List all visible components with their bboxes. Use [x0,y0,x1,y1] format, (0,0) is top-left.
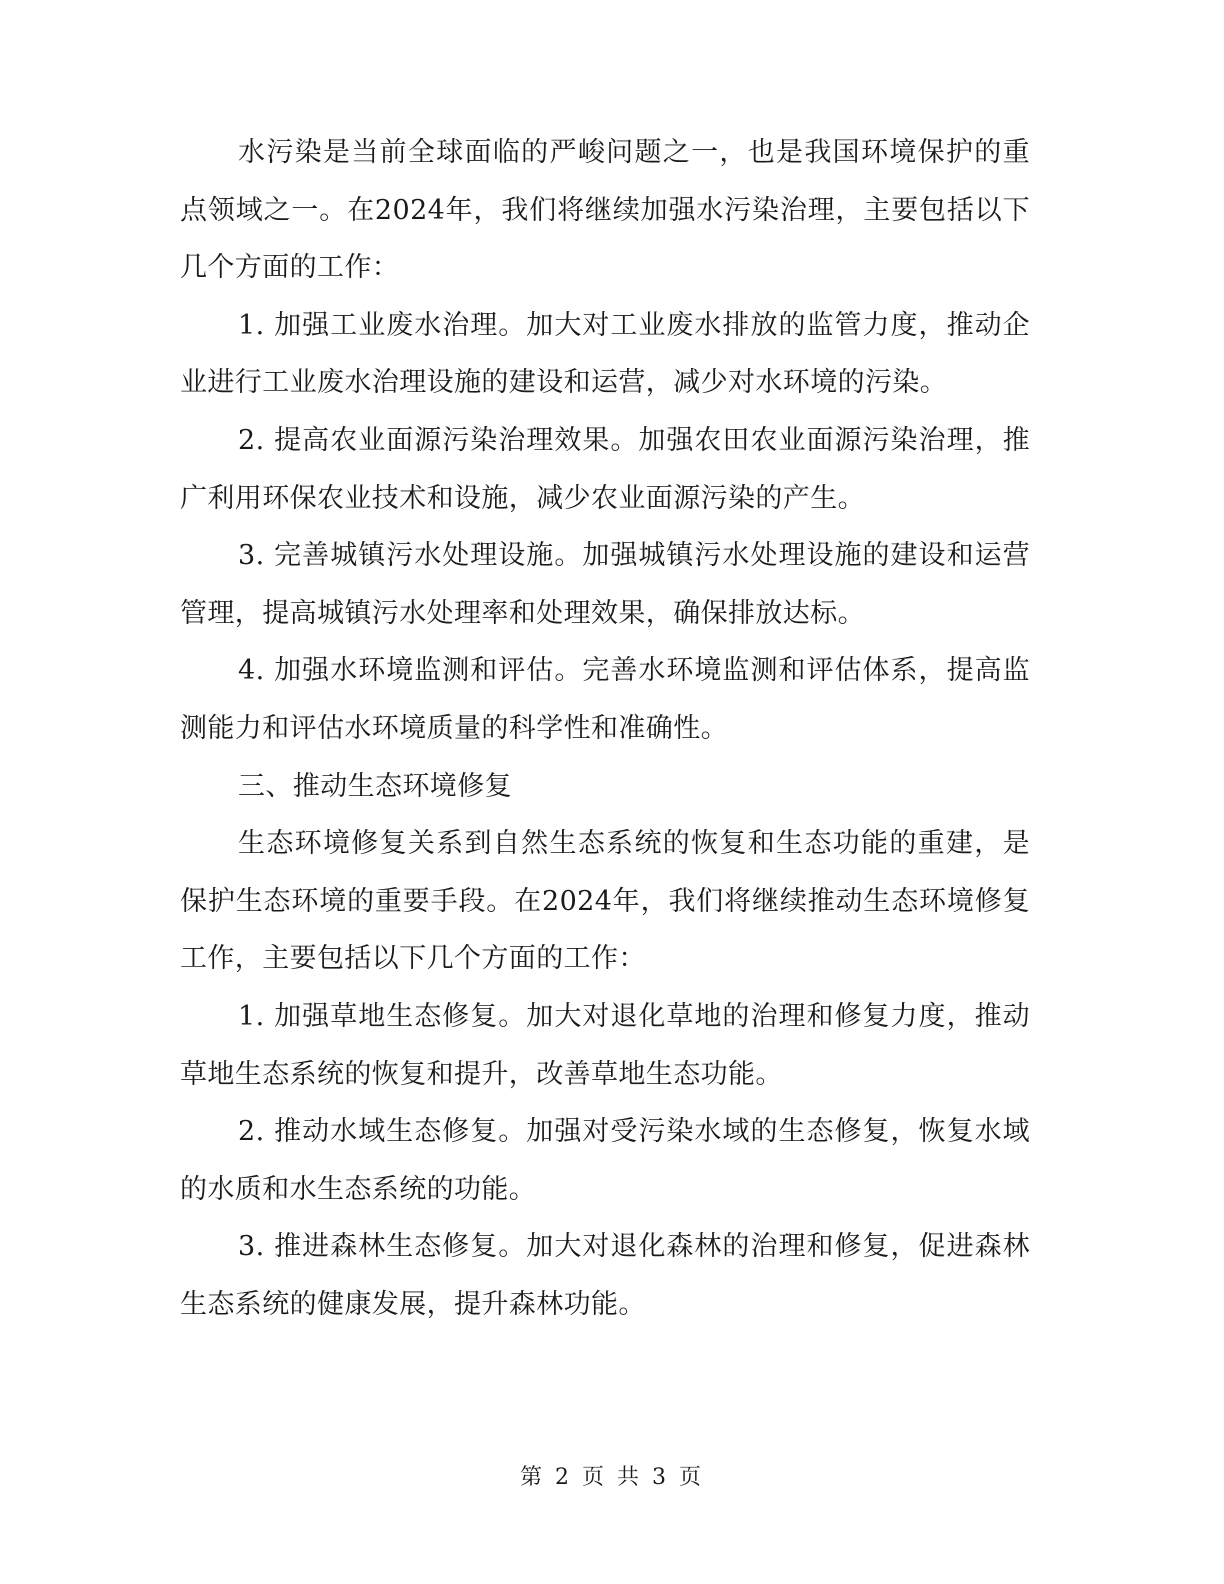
paragraph-water-pollution-intro: 水污染是当前全球面临的严峻问题之一，也是我国环境保护的重点领域之一。在2024年，我们将继续加强水污染治理，主要包括以下几个方面的工作： [180,137,1030,284]
page-number-footer: 第 2 页 共 3 页 [520,1465,704,1490]
paragraph-item-grassland-restoration: 1. 加强草地生态修复。加大对退化草地的治理和修复力度，推动草地生态系统的恢复和提升，改善草地生态功能。 [180,1000,1030,1090]
paragraph-item-urban-sewage: 3. 完善城镇污水处理设施。加强城镇污水处理设施的建设和运营管理，提高城镇污水处理率和处理效果，确保排放达标。 [180,540,1030,629]
paragraph-ecological-restoration-intro: 生态环境修复关系到自然生态系统的恢复和生态功能的重建，是保护生态环境的重要手段。在2024年，我们将继续推动生态环境修复工作，主要包括以下几个方面的工作： [180,828,1030,975]
paragraph-item-forest-restoration: 3. 推进森林生态修复。加大对退化森林的治理和修复，促进森林生态系统的健康发展，提升森林功能。 [180,1231,1030,1320]
section-heading: 三、推动生态环境修复 [238,770,512,802]
paragraph-item-agricultural-pollution: 2. 提高农业面源污染治理效果。加强农田农业面源污染治理，推广利用环保农业技术和设施，减少农业面源污染的产生。 [180,424,1030,514]
paragraph-item-industrial-wastewater: 1. 加强工业废水治理。加大对工业废水排放的监管力度，推动企业进行工业废水治理设施的建设和运营，减少对水环境的污染。 [180,309,1030,399]
paragraph-item-water-area-restoration: 2. 推动水域生态修复。加强对受污染水域的生态修复，恢复水域的水质和水生态系统的功能。 [180,1116,1030,1205]
paragraph-item-water-monitoring: 4. 加强水环境监测和评估。完善水环境监测和评估体系，提高监测能力和评估水环境质量的科学性和准确性。 [180,655,1030,744]
document-body [180,124,1030,1333]
